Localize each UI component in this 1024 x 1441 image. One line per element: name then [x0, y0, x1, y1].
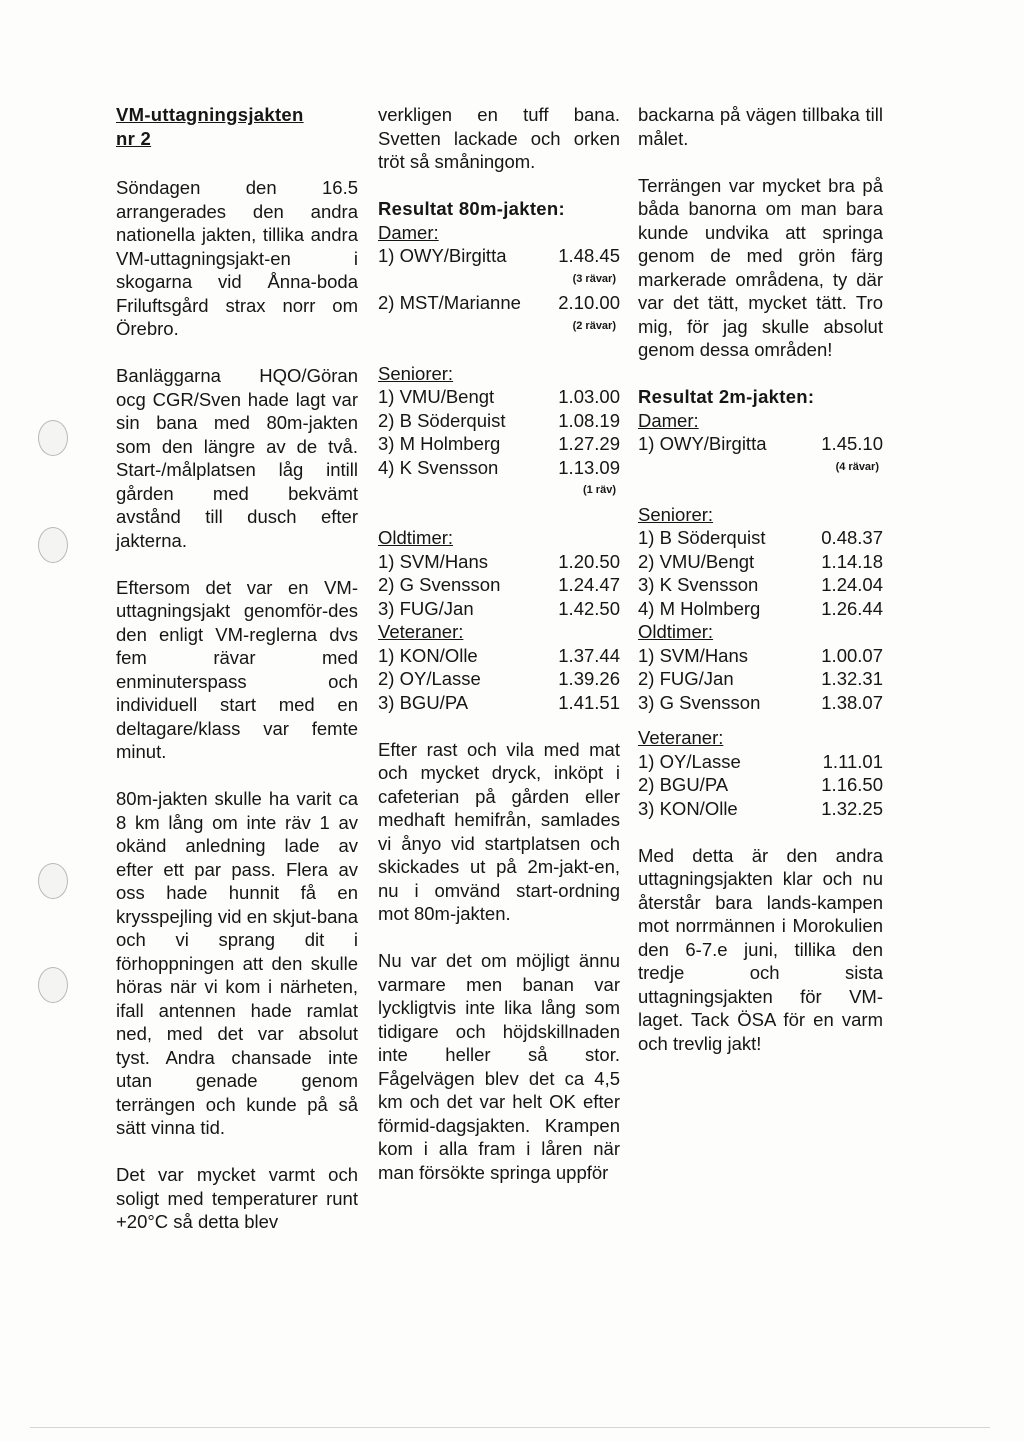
result-time: 1.13.09 — [558, 456, 620, 478]
fox-count-note: (3 rävar) — [572, 272, 616, 285]
paragraph: Terrängen var mycket bra på båda banorna om man bara kunde undvika att springa genom de med grön färg markerade områdena, ty där var det tätt, mycket tätt. Tro mig, för jag skulle absolut genom dessa områden! — [638, 174, 883, 360]
punch-hole — [38, 967, 68, 1003]
result-row — [378, 244, 620, 268]
category-label: Damer: — [378, 221, 439, 243]
competitor-name: 1) KON/Olle — [378, 644, 478, 666]
result-time: 1.00.07 — [821, 644, 883, 666]
paragraph: Nu var det om möjligt ännu varmare men banan var lyckligtvis inte lika lång som tidigare och höjdskillnaden inte heller så stor. Fågelvägen blev det ca 4,5 km och det var helt OK efter förmid-dagsjakten. Krampen kom i alla fram i låren när man försökte springa uppför — [378, 950, 620, 1183]
competitor-name: 3) KON/Olle — [638, 797, 738, 819]
competitor-name: 2) B Söderquist — [378, 409, 506, 431]
competitor-name: 1) OY/Lasse — [638, 750, 741, 772]
results-seniorer-80m — [378, 362, 620, 503]
result-row — [378, 291, 620, 315]
result-time: 1.26.44 — [821, 597, 883, 619]
result-row — [638, 550, 883, 574]
category-label: Veteraner: — [638, 727, 724, 748]
results-oldtimer-2m — [638, 620, 883, 714]
article-column-2 — [378, 103, 620, 1184]
result-time: 1.39.26 — [558, 668, 620, 689]
results-damer-80m — [378, 221, 620, 339]
article-column-3 — [638, 103, 883, 1055]
category-label: Seniorer: — [378, 362, 454, 384]
category-label: Oldtimer: — [638, 621, 714, 642]
results-heading-80m: Resultat 80m-jakten: — [378, 198, 565, 219]
result-row — [638, 573, 883, 597]
result-time: 1.45.10 — [821, 433, 883, 454]
result-row — [378, 456, 620, 480]
result-row — [378, 667, 620, 691]
result-time: 1.42.50 — [558, 597, 620, 619]
competitor-name: 1) VMU/Bengt — [378, 386, 495, 407]
fox-count-note: (4 rävar) — [835, 460, 879, 473]
result-row — [638, 773, 883, 797]
result-row — [638, 797, 883, 821]
results-oldtimer-80m — [378, 526, 620, 620]
result-row — [378, 644, 620, 668]
result-row — [638, 667, 883, 691]
result-time: 1.20.50 — [558, 550, 620, 572]
result-row — [638, 526, 883, 550]
result-time: 1.27.29 — [558, 433, 620, 454]
competitor-name: 3) FUG/Jan — [378, 597, 474, 619]
competitor-name: 4) M Holmberg — [638, 597, 761, 619]
result-time: 0.48.37 — [821, 527, 883, 548]
result-time: 1.38.07 — [821, 691, 883, 713]
result-time: 1.41.51 — [558, 691, 620, 713]
page-bottom-rule — [30, 1427, 990, 1428]
result-row — [638, 597, 883, 621]
paragraph: 80m-jakten skulle ha varit ca 8 km lång om inte räv 1 av okänd anledning lade av efter ett par pass. Flera av oss hade hunnit få en krysspejling vid en skjut-bana och vi sprang dit i förhoppningen att den skulle höras när vi kom i närheten, ifall antennen hade ramlat ned, med det var absolut tyst. Andra chansade inte utan genade genom terrängen och kunde på så sätt vinna tid. — [116, 788, 358, 1138]
result-row — [638, 644, 883, 668]
competitor-name: 3) G Svensson — [638, 691, 761, 713]
punch-hole — [38, 527, 68, 563]
article-column-1 — [116, 103, 358, 1234]
result-row — [378, 432, 620, 456]
results-seniorer-2m — [638, 503, 883, 621]
punch-hole — [38, 863, 68, 899]
paragraph: backarna på vägen tillbaka till målet. — [638, 104, 883, 149]
paragraph: Eftersom det var en VM-uttagningsjakt genomför-des den enligt VM-reglerna dvs fem rävar med enminuterspass och individuell start med en deltagare/klass var femte minut. — [116, 576, 358, 762]
result-time: 2.10.00 — [558, 292, 620, 313]
paragraph: Efter rast och vila med mat och mycket dryck, inköpt i cafeterian på gården eller medhaft hemifrån, samlades vi ånyo vid startplatsen och skickades ut på 2m-jakt-en, nu i omvänd start-ordning mot 80m-jakten. — [378, 738, 620, 924]
paragraph: Banläggarna HQO/Göran ocg CGR/Sven hade lagt var sin bana med 80m-jakten som den längre av de två. Start-/målplatsen låg intill gården med bekvämt avstånd till dusch efter jakterna. — [116, 365, 358, 551]
competitor-name: 1) OWY/Birgitta — [638, 433, 767, 454]
result-row — [378, 409, 620, 433]
article-title: VM-uttagningsjakten — [116, 104, 304, 125]
category-label: Seniorer: — [638, 503, 714, 525]
result-time: 1.32.25 — [821, 797, 883, 819]
result-row — [638, 691, 883, 715]
competitor-name: 2) OY/Lasse — [378, 668, 481, 689]
competitor-name: 2) FUG/Jan — [638, 668, 734, 689]
competitor-name: 4) K Svensson — [378, 456, 499, 478]
category-label: Veteraner: — [378, 621, 464, 642]
category-label: Oldtimer: — [378, 527, 454, 548]
competitor-name: 3) BGU/PA — [378, 691, 469, 713]
result-row — [638, 750, 883, 774]
result-time: 1.24.47 — [558, 574, 620, 595]
fox-count-note: (1 räv) — [582, 484, 616, 496]
results-veteraner-80m — [378, 620, 620, 714]
result-row — [378, 597, 620, 621]
result-time: 1.11.01 — [822, 750, 883, 772]
result-row — [378, 691, 620, 715]
result-time: 1.08.19 — [558, 409, 620, 431]
results-heading-2m: Resultat 2m-jakten: — [638, 386, 815, 407]
result-time: 1.03.00 — [558, 386, 620, 407]
result-time: 1.24.04 — [821, 574, 883, 595]
competitor-name: 2) MST/Marianne — [378, 292, 521, 313]
result-time: 1.37.44 — [558, 644, 620, 666]
result-row — [378, 550, 620, 574]
result-time: 1.32.31 — [821, 668, 883, 689]
competitor-name: 2) VMU/Bengt — [638, 550, 755, 572]
competitor-name: 1) OWY/Birgitta — [378, 245, 507, 266]
result-time: 1.48.45 — [558, 245, 620, 266]
paragraph: verkligen en tuff bana. Svetten lackade och orken tröt så småningom. — [378, 104, 620, 172]
result-time: 1.16.50 — [821, 774, 883, 795]
paragraph: Det var mycket varmt och soligt med temperaturer runt +20°C så detta blev — [116, 1164, 358, 1232]
result-row — [638, 432, 883, 456]
result-row — [378, 573, 620, 597]
closing-paragraph: Med detta är den andra uttagningsjakten klar och nu återstår bara lands-kampen mot norrmännen i Morokulien den 6-7.e juni, tillika den tredje och sista uttagningsjakten för VM-laget. Tack ÖSA för en varm och trevlig jakt! — [638, 844, 883, 1054]
competitor-name: 2) G Svensson — [378, 574, 501, 595]
result-row — [378, 385, 620, 409]
competitor-name: 3) M Holmberg — [378, 433, 501, 454]
result-time: 1.14.18 — [821, 550, 883, 572]
competitor-name: 1) SVM/Hans — [638, 644, 749, 666]
results-veteraner-2m — [638, 726, 883, 820]
competitor-name: 1) SVM/Hans — [378, 550, 489, 572]
fox-count-note: (2 rävar) — [572, 319, 616, 332]
article-title-line2: nr 2 — [116, 127, 152, 149]
category-label: Damer: — [638, 409, 699, 431]
punch-hole — [38, 420, 68, 456]
paragraph: Söndagen den 16.5 arrangerades den andra nationella jakten, tillika andra VM-uttagningsjakt-en i skogarna vid Ånna-boda Friluftsgård strax norr om Örebro. — [116, 177, 358, 339]
results-damer-2m — [638, 409, 883, 480]
competitor-name: 1) B Söderquist — [638, 527, 766, 548]
competitor-name: 3) K Svensson — [638, 574, 759, 595]
competitor-name: 2) BGU/PA — [638, 774, 729, 795]
